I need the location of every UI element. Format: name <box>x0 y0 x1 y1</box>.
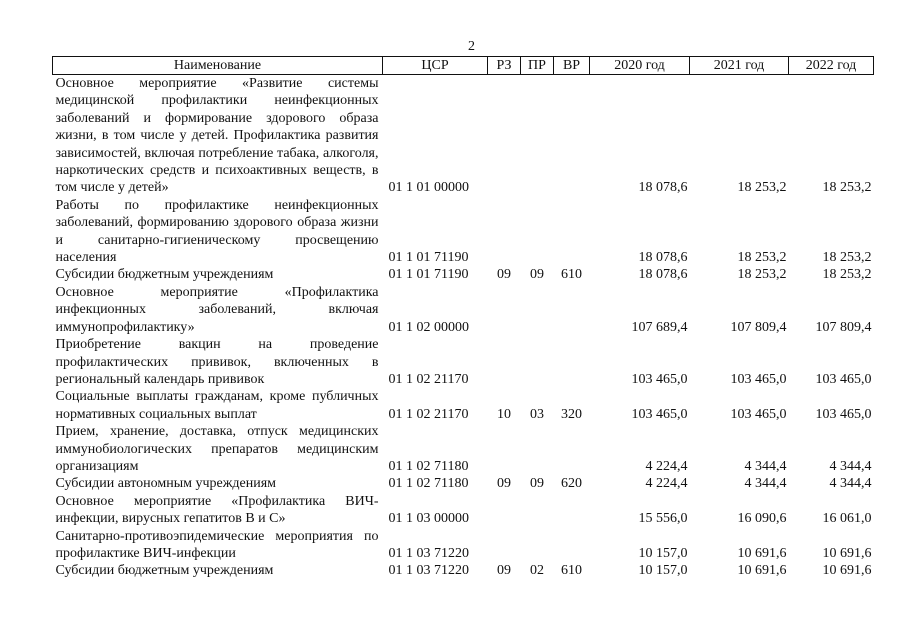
cell-y2022: 10 691,6 <box>822 563 872 579</box>
header-2022: 2022 год <box>789 57 874 75</box>
cell-pr: 09 <box>530 267 544 283</box>
header-csr: ЦСР <box>383 57 488 75</box>
cell-name: Работы по профилактике неинфекционных заболеваний, формированию здорового образа жизни и санитарно-гигиеническому просвещению населения <box>55 197 379 266</box>
cell-csr: 01 1 02 00000 <box>388 319 469 335</box>
cell-vr <box>554 75 590 197</box>
cell-pr: 09 <box>530 476 544 492</box>
cell-y2020: 18 078,6 <box>638 180 688 196</box>
table-row <box>53 423 874 475</box>
cell-name: Прием, хранение, доставка, отпуск медицинских иммунобиологических препаратов медицинским организациям <box>55 424 379 474</box>
cell-name: Приобретение вакцин на проведение профилактических прививок, включенных в региональный календарь прививок <box>55 337 379 387</box>
table-row <box>53 284 874 336</box>
cell-rz: 09 <box>497 476 511 492</box>
cell-name: Субсидии автономным учреждениям <box>55 476 277 492</box>
cell-y2021: 16 090,6 <box>737 511 787 527</box>
cell-y2020: 10 157,0 <box>638 563 688 579</box>
cell-y2021: 103 465,0 <box>730 406 787 422</box>
cell-rz <box>488 197 521 267</box>
cell-vr <box>554 528 590 563</box>
cell-name: Основное мероприятие «Профилактика ВИЧ-инфекции, вирусных гепатитов В и С» <box>55 493 379 527</box>
cell-vr <box>554 493 590 528</box>
cell-y2022: 18 253,2 <box>822 180 872 196</box>
budget-table <box>52 56 874 580</box>
cell-rz <box>488 423 521 475</box>
cell-csr: 01 1 02 21170 <box>388 371 469 387</box>
cell-rz: 09 <box>497 267 511 283</box>
cell-y2022: 18 253,2 <box>822 267 872 283</box>
cell-y2022: 4 344,4 <box>829 476 872 492</box>
table-row <box>53 562 874 579</box>
header-vr: ВР <box>554 57 590 75</box>
cell-pr: 02 <box>530 563 544 579</box>
table-row <box>53 493 874 528</box>
cell-y2020: 4 224,4 <box>645 458 688 474</box>
cell-y2022: 16 061,0 <box>822 511 872 527</box>
cell-csr: 01 1 02 71180 <box>388 476 469 492</box>
table-row <box>53 475 874 492</box>
cell-rz <box>488 75 521 197</box>
cell-y2021: 18 253,2 <box>737 250 787 266</box>
cell-rz <box>488 493 521 528</box>
cell-csr: 01 1 01 00000 <box>388 180 469 196</box>
cell-rz <box>488 284 521 336</box>
table-row <box>53 197 874 267</box>
table-row <box>53 388 874 423</box>
cell-y2020: 15 556,0 <box>638 511 688 527</box>
cell-name: Санитарно-противоэпидемические мероприятия по профилактике ВИЧ-инфекции <box>55 528 379 561</box>
cell-y2021: 10 691,6 <box>737 563 787 579</box>
cell-vr: 610 <box>561 267 582 283</box>
header-row <box>53 57 874 75</box>
cell-y2020: 107 689,4 <box>631 319 688 335</box>
cell-vr <box>554 423 590 475</box>
table-row <box>53 75 874 197</box>
cell-pr <box>521 197 554 267</box>
header-pr: ПР <box>521 57 554 75</box>
header-2020: 2020 год <box>590 57 690 75</box>
cell-pr <box>521 336 554 388</box>
cell-y2020: 18 078,6 <box>638 267 688 283</box>
cell-y2022: 18 253,2 <box>822 250 872 266</box>
table-body <box>53 75 874 580</box>
cell-csr: 01 1 03 71220 <box>388 563 469 579</box>
cell-rz <box>488 528 521 563</box>
cell-pr <box>521 423 554 475</box>
cell-y2021: 103 465,0 <box>730 371 787 387</box>
cell-y2022: 10 691,6 <box>822 545 872 561</box>
cell-csr: 01 1 01 71190 <box>388 250 469 266</box>
cell-y2021: 107 809,4 <box>730 319 787 335</box>
cell-y2020: 4 224,4 <box>645 476 688 492</box>
cell-rz <box>488 336 521 388</box>
cell-name: Социальные выплаты гражданам, кроме публичных нормативных социальных выплат <box>55 389 379 422</box>
cell-csr: 01 1 01 71190 <box>388 267 469 283</box>
cell-y2022: 4 344,4 <box>829 458 872 474</box>
cell-vr: 620 <box>561 476 582 492</box>
cell-csr: 01 1 03 00000 <box>388 511 469 527</box>
cell-rz: 09 <box>497 563 511 579</box>
cell-vr <box>554 284 590 336</box>
cell-pr <box>521 284 554 336</box>
cell-csr: 01 1 02 71180 <box>388 458 469 474</box>
cell-pr <box>521 528 554 563</box>
cell-rz: 10 <box>497 406 511 422</box>
cell-name: Основное мероприятие «Развитие системы медицинской профилактики неинфекционных заболеваний и формирование здорового образа жизни, в том числе у детей. Профилактика развития зависимостей, включая потребление табака, алкоголя, наркотических средств и психоактивных веществ, в том числе у детей» <box>55 76 379 196</box>
table-row <box>53 266 874 283</box>
table-row <box>53 336 874 388</box>
cell-y2021: 4 344,4 <box>744 476 787 492</box>
header-name: Наименование <box>53 57 383 75</box>
cell-csr: 01 1 03 71220 <box>388 545 469 561</box>
cell-vr <box>554 197 590 267</box>
header-2021: 2021 год <box>690 57 789 75</box>
cell-csr: 01 1 02 21170 <box>388 406 469 422</box>
cell-pr <box>521 493 554 528</box>
cell-y2022: 107 809,4 <box>815 319 872 335</box>
cell-y2021: 10 691,6 <box>737 545 787 561</box>
cell-y2022: 103 465,0 <box>815 406 872 422</box>
cell-pr: 03 <box>530 406 544 422</box>
cell-name: Основное мероприятие «Профилактика инфекционных заболеваний, включая иммунопрофилактику» <box>55 284 379 335</box>
header-rz: РЗ <box>488 57 521 75</box>
page-number: 2 <box>468 39 475 54</box>
cell-vr <box>554 336 590 388</box>
table-row <box>53 528 874 563</box>
cell-y2021: 4 344,4 <box>744 458 787 474</box>
cell-y2020: 103 465,0 <box>631 371 688 387</box>
cell-name: Субсидии бюджетным учреждениям <box>55 267 274 283</box>
cell-y2020: 10 157,0 <box>638 545 688 561</box>
cell-name: Субсидии бюджетным учреждениям <box>55 563 274 579</box>
cell-y2021: 18 253,2 <box>737 267 787 283</box>
cell-pr <box>521 75 554 197</box>
cell-y2020: 103 465,0 <box>631 406 688 422</box>
cell-y2021: 18 253,2 <box>737 180 787 196</box>
cell-y2022: 103 465,0 <box>815 371 872 387</box>
cell-vr: 320 <box>561 406 582 422</box>
table-header <box>53 57 874 75</box>
cell-y2020: 18 078,6 <box>638 250 688 266</box>
cell-vr: 610 <box>561 563 582 579</box>
